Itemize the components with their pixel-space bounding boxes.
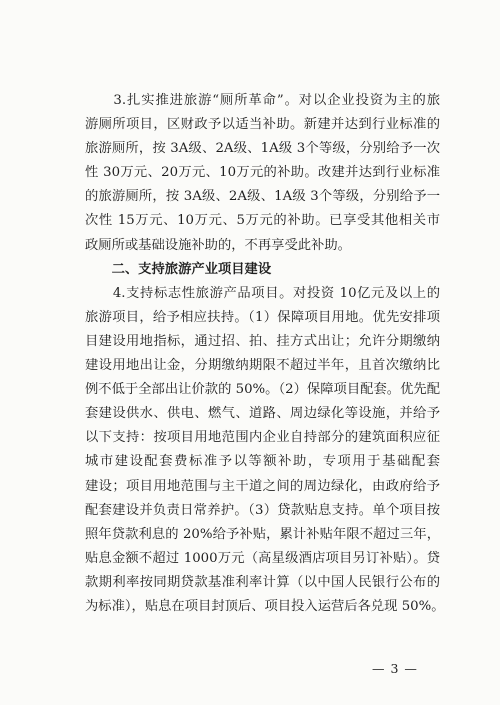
body-line: 例不低于全部出让价款的 50%。（2）保障项目配套。优先配 xyxy=(85,382,440,398)
body-line: 配套建设并负责日常养护。（3）贷款贴息支持。单个项目按 xyxy=(85,502,440,518)
body-line: 套建设供水、供电、燃气、道路、周边绿化等设施，并给予 xyxy=(85,406,440,422)
body-line: 目建设用地指标，通过招、拍、挂方式出让；允许分期缴纳 xyxy=(85,333,440,349)
body-line: 的旅游厕所，按 3A级、2A级、1A级 3个等级，分别给予一 xyxy=(85,189,440,205)
body-line: 3.扎实推进旅游“厕所革命”。对以企业投资为主的旅 xyxy=(85,93,440,108)
body-line: 为标准），贴息在项目封顶后、项目投入运营后各兑现 50%。 xyxy=(85,598,445,614)
body-line: 游厕所项目，区财政予以适当补助。新建并达到行业标准的 xyxy=(85,117,440,133)
section-heading: 二、支持旅游产业项目建设 xyxy=(85,261,272,277)
body-line: 旅游厕所，按 3A级、2A级、1A级 3个等级，分别给予一次 xyxy=(85,141,440,157)
page-number: — 3 — xyxy=(372,661,418,676)
body-line: 次性 15万元、10万元、5万元的补助。已享受其他相关市 xyxy=(85,213,440,229)
body-line: 建设用地出让金，分期缴纳期限不超过半年，且首次缴纳比 xyxy=(85,358,440,374)
body-line: 政厕所或基础设施补助的，不再享受此补助。 xyxy=(85,237,351,253)
body-line: 款期利率按同期贷款基准利率计算（以中国人民银行公布的 xyxy=(85,574,440,590)
body-line: 照年贷款利息的 20%给予补贴，累计补贴年限不超过三年， xyxy=(85,526,440,542)
body-line: 建设；项目用地范围与主干道之间的周边绿化，由政府给予 xyxy=(85,478,440,494)
body-line: 旅游项目，给予相应扶持。（1）保障项目用地。优先安排项 xyxy=(85,309,440,325)
body-line: 以下支持：按项目用地范围内企业自持部分的建筑面积应征 xyxy=(85,430,440,446)
body-line: 性 30万元、20万元、10万元的补助。改建并达到行业标准 xyxy=(85,165,440,181)
body-line: 城市建设配套费标准予以等额补助，专项用于基础配套 xyxy=(85,454,440,470)
document-body xyxy=(85,89,445,619)
body-line: 4.支持标志性旅游产品项目。对投资 10亿元及以上的 xyxy=(85,285,440,301)
body-line: 贴息金额不超过 1000万元（高星级酒店项目另订补贴）。贷 xyxy=(85,550,440,566)
